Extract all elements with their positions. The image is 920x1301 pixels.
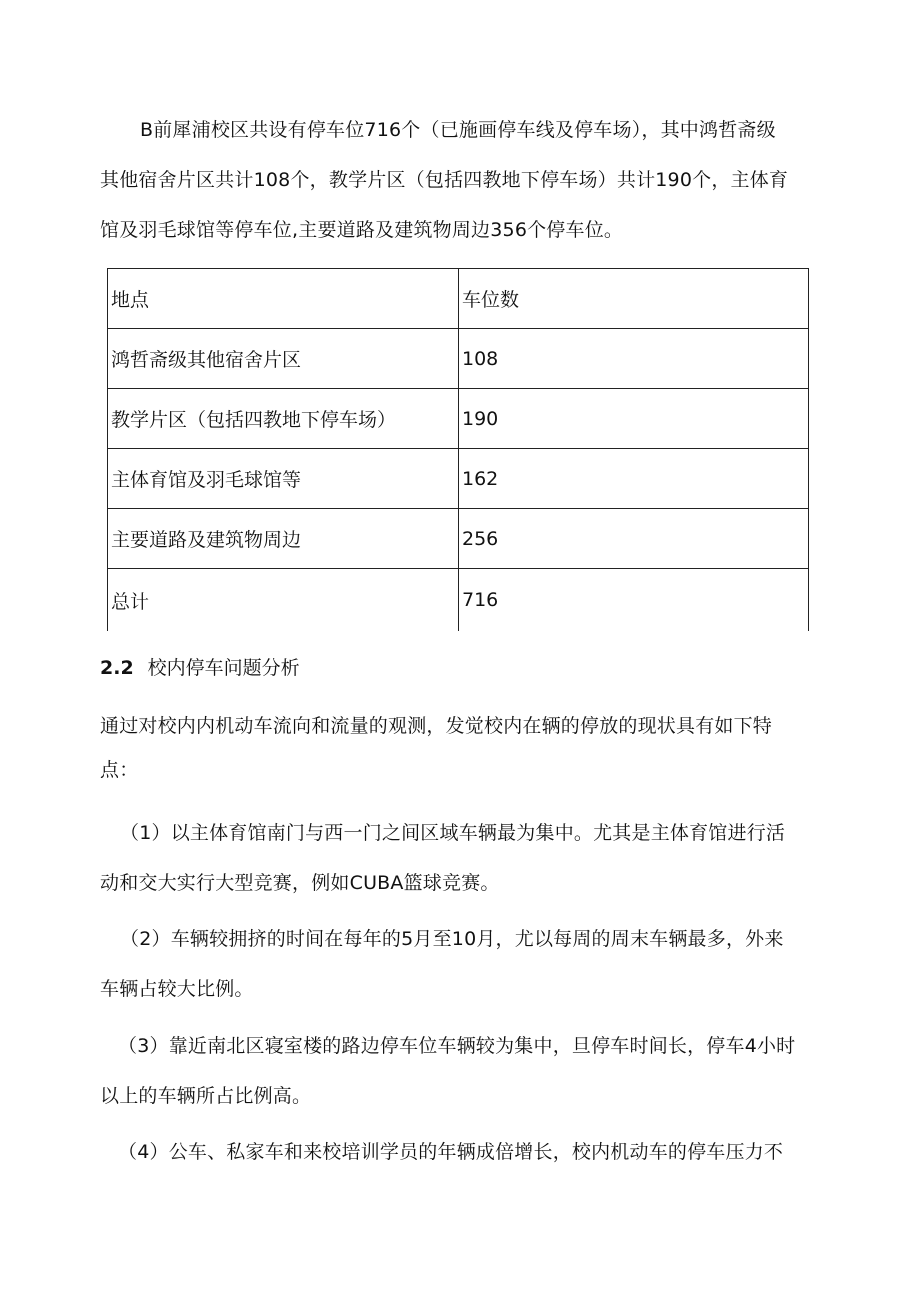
intro-line: 馆及羽毛球馆等停车位,主要道路及建筑物周边356个停车位。 [100, 219, 624, 241]
table-cell-total-label: 总计 [108, 569, 459, 632]
table-row-total [108, 569, 809, 632]
list-item-line: 车辆占较大比例。 [100, 978, 254, 1000]
observation-line: 通过对校内内机动车流向和流量的观测，发觉校内在辆的停放的现状具有如下特 [100, 715, 773, 737]
list-item [100, 1024, 820, 1118]
table-row [108, 509, 809, 569]
table-header-row [108, 269, 809, 329]
table-cell-count: 162 [459, 449, 809, 509]
list-item-line: （4）公车、私家车和来校培训学员的年辆成倍增长，校内机动车的停车压力不 [118, 1141, 784, 1163]
list-item-line: 以上的车辆所占比例高。 [100, 1085, 312, 1107]
list-item-line: （1）以主体育馆南门与西一门之间区域车辆最为集中。尤其是主体育馆进行活 [120, 822, 786, 844]
table-row [108, 329, 809, 389]
table-cell-location: 主体育馆及羽毛球馆等 [108, 449, 459, 509]
intro-line: 其他宿舍片区共计108个，教学片区（包括四教地下停车场）共计190个，主体育 [100, 169, 789, 191]
section-heading [100, 648, 300, 688]
parking-table [107, 268, 809, 631]
list-item [100, 917, 820, 1011]
table-cell-location: 鸿哲斋级其他宿舍片区 [108, 329, 459, 389]
table-row [108, 449, 809, 509]
observation-paragraph [100, 704, 820, 792]
list-item-line: （3）靠近南北区寝室楼的路边停车位车辆较为集中，旦停车时间长，停车4小时 [118, 1035, 796, 1057]
list-item-line: 动和交大实行大型竞赛，例如CUBA篮球竞赛。 [100, 872, 500, 894]
list-item-line: （2）车辆较拥挤的时间在每年的5月至10月，尤以每周的周末车辆最多，外来 [120, 928, 784, 950]
list-item [100, 1130, 820, 1174]
table-cell-count: 190 [459, 389, 809, 449]
table-cell-total-count: 716 [459, 569, 809, 632]
table-row [108, 389, 809, 449]
observation-line: 点： [100, 759, 139, 781]
table-header-location: 地点 [108, 269, 459, 329]
table-cell-location: 教学片区（包括四教地下停车场） [108, 389, 459, 449]
table-header-count: 车位数 [459, 269, 809, 329]
list-item [100, 811, 820, 905]
table-cell-count: 256 [459, 509, 809, 569]
section-title: 校内停车问题分析 [147, 657, 300, 679]
intro-paragraph [100, 108, 820, 252]
table-cell-count: 108 [459, 329, 809, 389]
section-number: 2.2 [100, 657, 134, 679]
intro-line: B前犀浦校区共设有停车位716个（已施画停车线及停车场），其中鸿哲斋级 [140, 119, 776, 141]
table-cell-location: 主要道路及建筑物周边 [108, 509, 459, 569]
